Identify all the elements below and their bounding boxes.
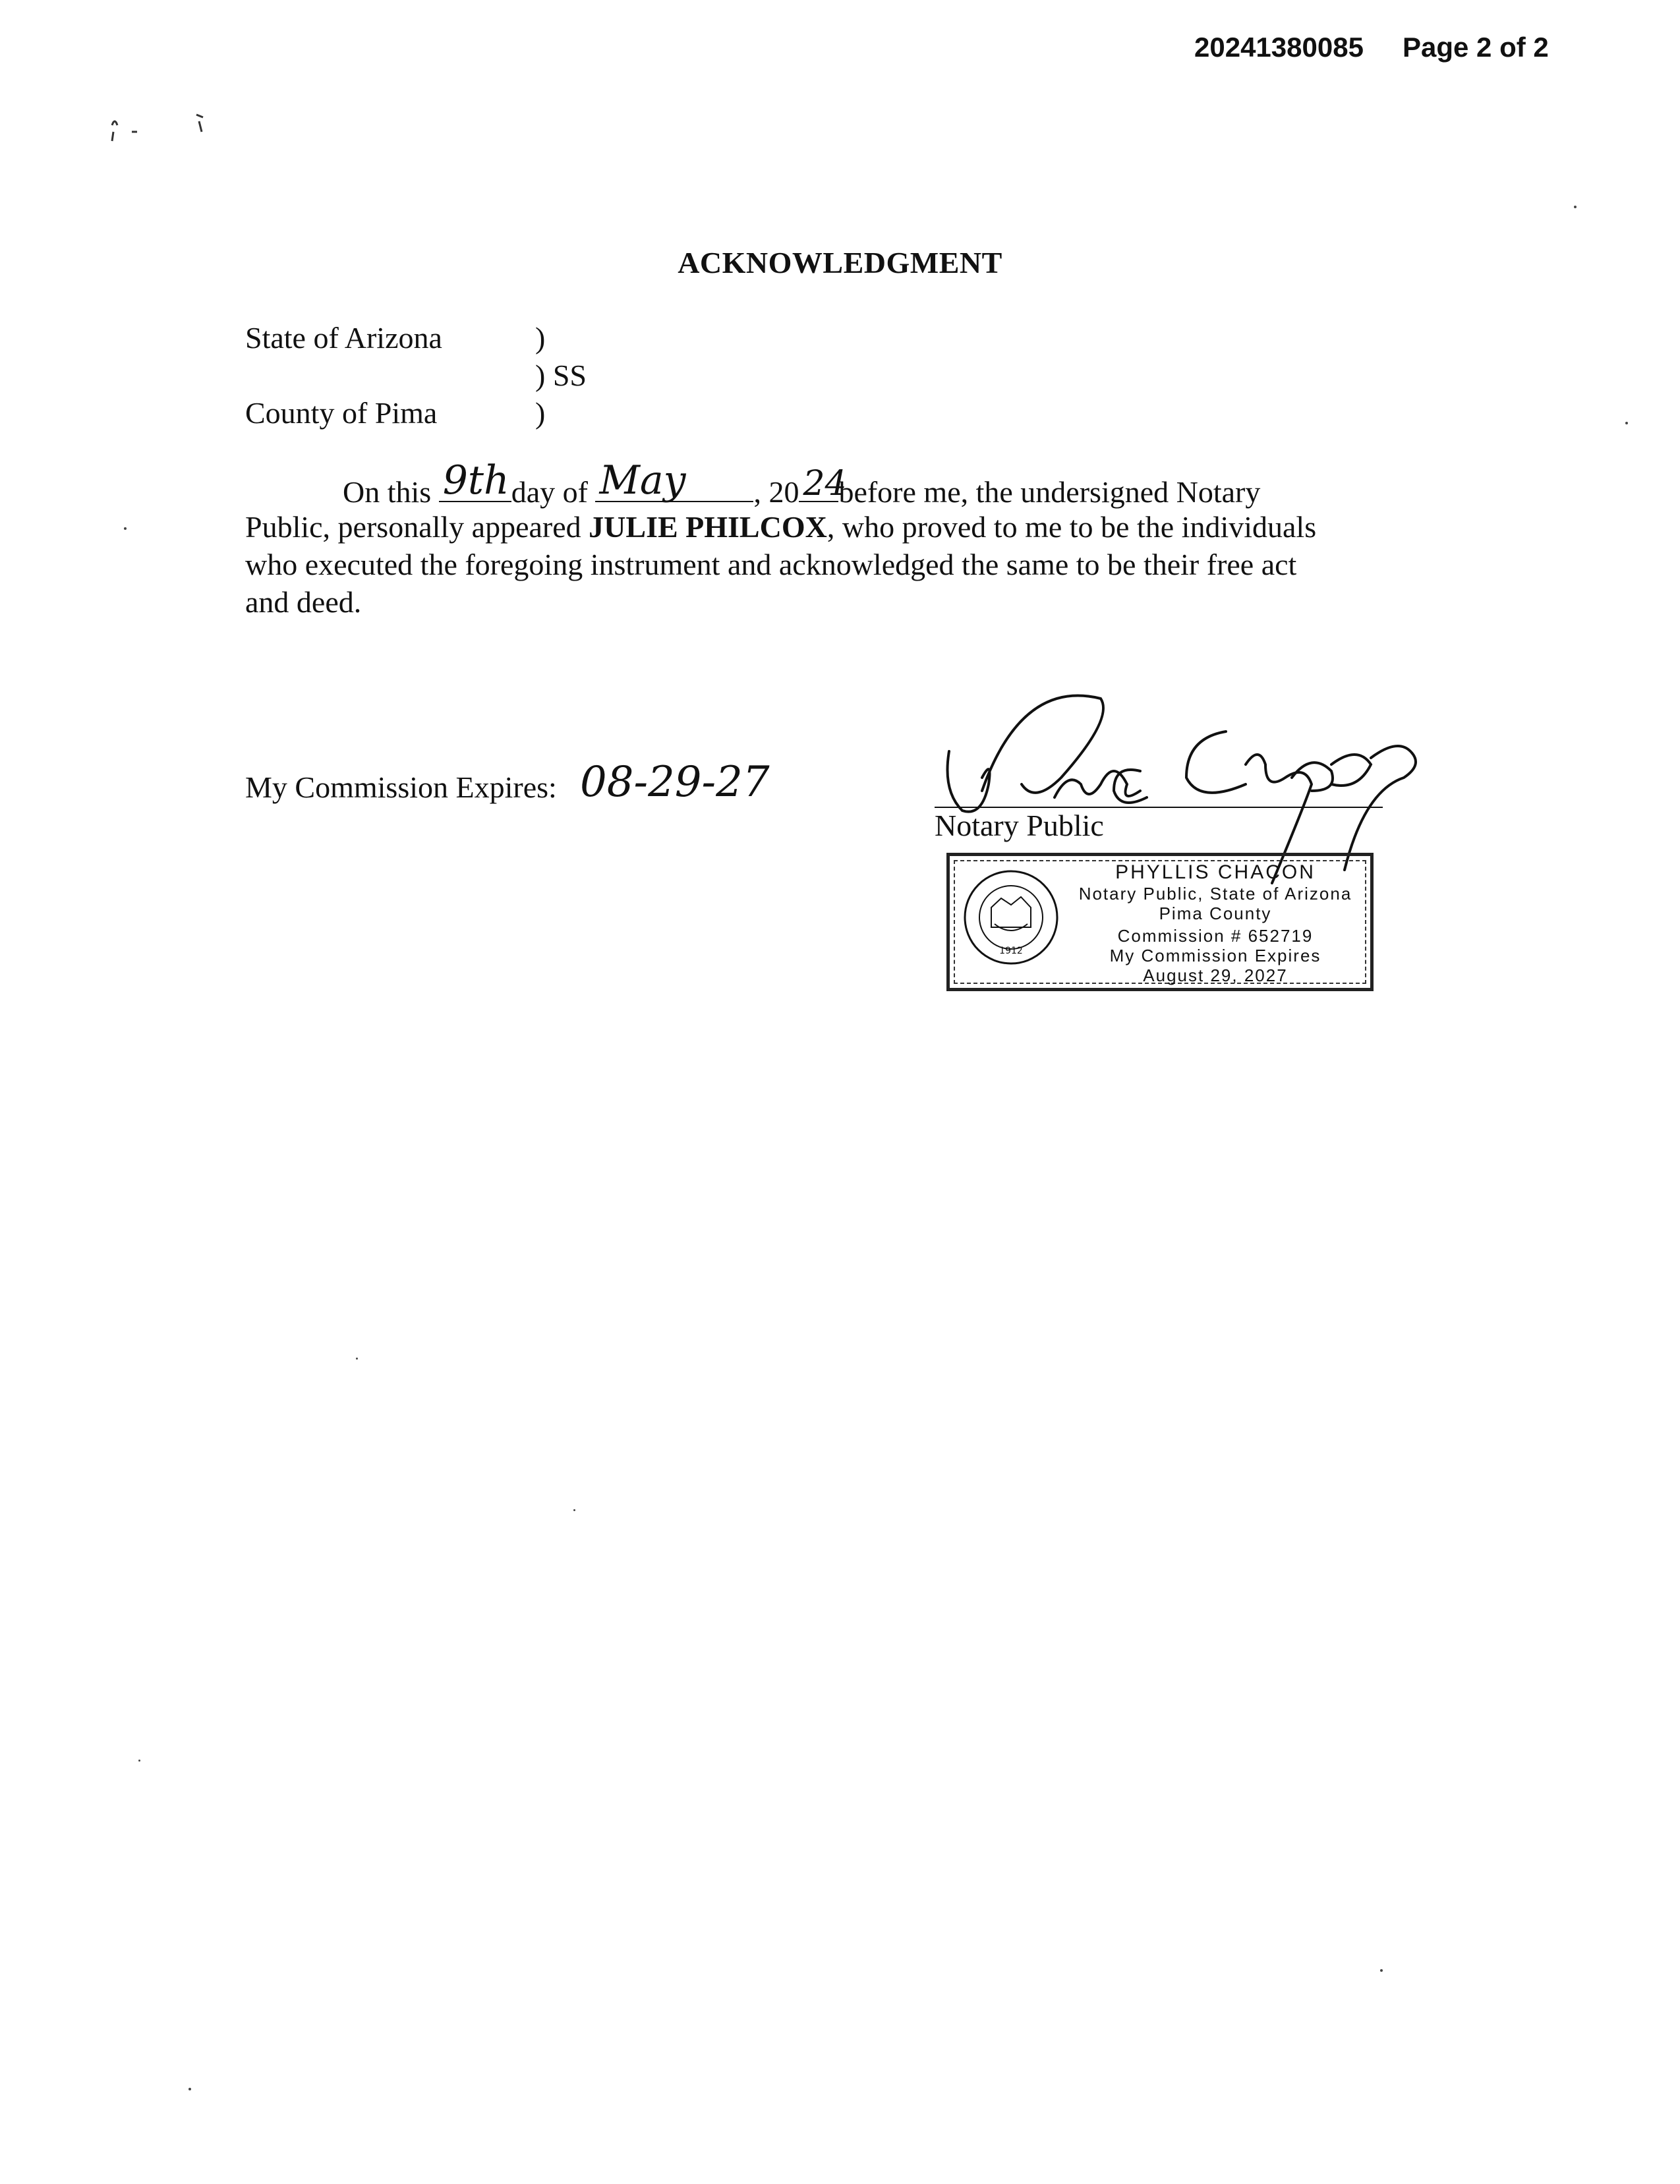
- year-handwritten: 24: [803, 464, 847, 503]
- document-number: 20241380085: [1194, 32, 1364, 63]
- scan-speck: [1574, 206, 1577, 208]
- body-text: Public, personally appeared: [245, 510, 589, 544]
- appearing-party-name: JULIE PHILCOX: [589, 510, 827, 544]
- day-handwritten: 9th: [442, 457, 509, 503]
- state-seal-icon: [962, 868, 1060, 967]
- stray-marks: [99, 105, 217, 152]
- notary-public-label: Notary Public: [935, 809, 1104, 842]
- month-blank: [595, 457, 753, 503]
- scan-speck: [1625, 422, 1628, 424]
- notary-stamp: [946, 853, 1374, 991]
- commission-expires-handwritten: 08-29-27: [580, 758, 770, 807]
- body-text: , who proved to me to be the individuals: [826, 510, 1317, 544]
- month-handwritten: May: [599, 457, 686, 503]
- stamp-county: Pima County: [1159, 904, 1272, 923]
- body-text: day of: [511, 475, 596, 509]
- year-blank: [799, 464, 847, 503]
- stamp-expires-label: My Commission Expires: [1109, 946, 1321, 965]
- stamp-notary-name: PHYLLIS CHACON: [1115, 861, 1316, 883]
- stamp-commission-number: Commission # 652719: [1117, 926, 1314, 946]
- body-text: On this: [343, 475, 439, 509]
- scan-speck: [573, 1509, 575, 1511]
- page-title: ACKNOWLEDGMENT: [678, 246, 1002, 279]
- body-text: before me, the undersigned Notary: [838, 475, 1261, 509]
- stamp-expires-date: August 29, 2027: [1143, 965, 1288, 985]
- page-count: Page 2 of 2: [1403, 32, 1549, 63]
- venue-state: State of Arizona: [245, 321, 442, 355]
- body-line-4: and deed.: [245, 585, 362, 619]
- scan-speck: [356, 1358, 358, 1360]
- scan-speck: [124, 527, 127, 530]
- day-blank: [439, 457, 511, 503]
- scan-speck: [188, 2088, 191, 2090]
- body-line-2: [245, 509, 1316, 544]
- body-line-3: who executed the foregoing instrument and acknowledged the same to be their free act: [245, 548, 1297, 581]
- scan-speck: [1380, 1969, 1383, 1972]
- body-text: , 20: [753, 475, 799, 509]
- seal-year: 1912: [999, 946, 1023, 956]
- scan-speck: [138, 1760, 140, 1762]
- body-line-1: [343, 457, 1261, 509]
- venue-bracket: ): [535, 396, 546, 430]
- venue-bracket: ): [535, 321, 546, 355]
- venue-county: County of Pima: [245, 396, 438, 430]
- venue-ss: ) SS: [535, 359, 587, 392]
- stamp-notary-title: Notary Public, State of Arizona: [1078, 884, 1352, 904]
- commission-expires-label: My Commission Expires:: [245, 770, 557, 804]
